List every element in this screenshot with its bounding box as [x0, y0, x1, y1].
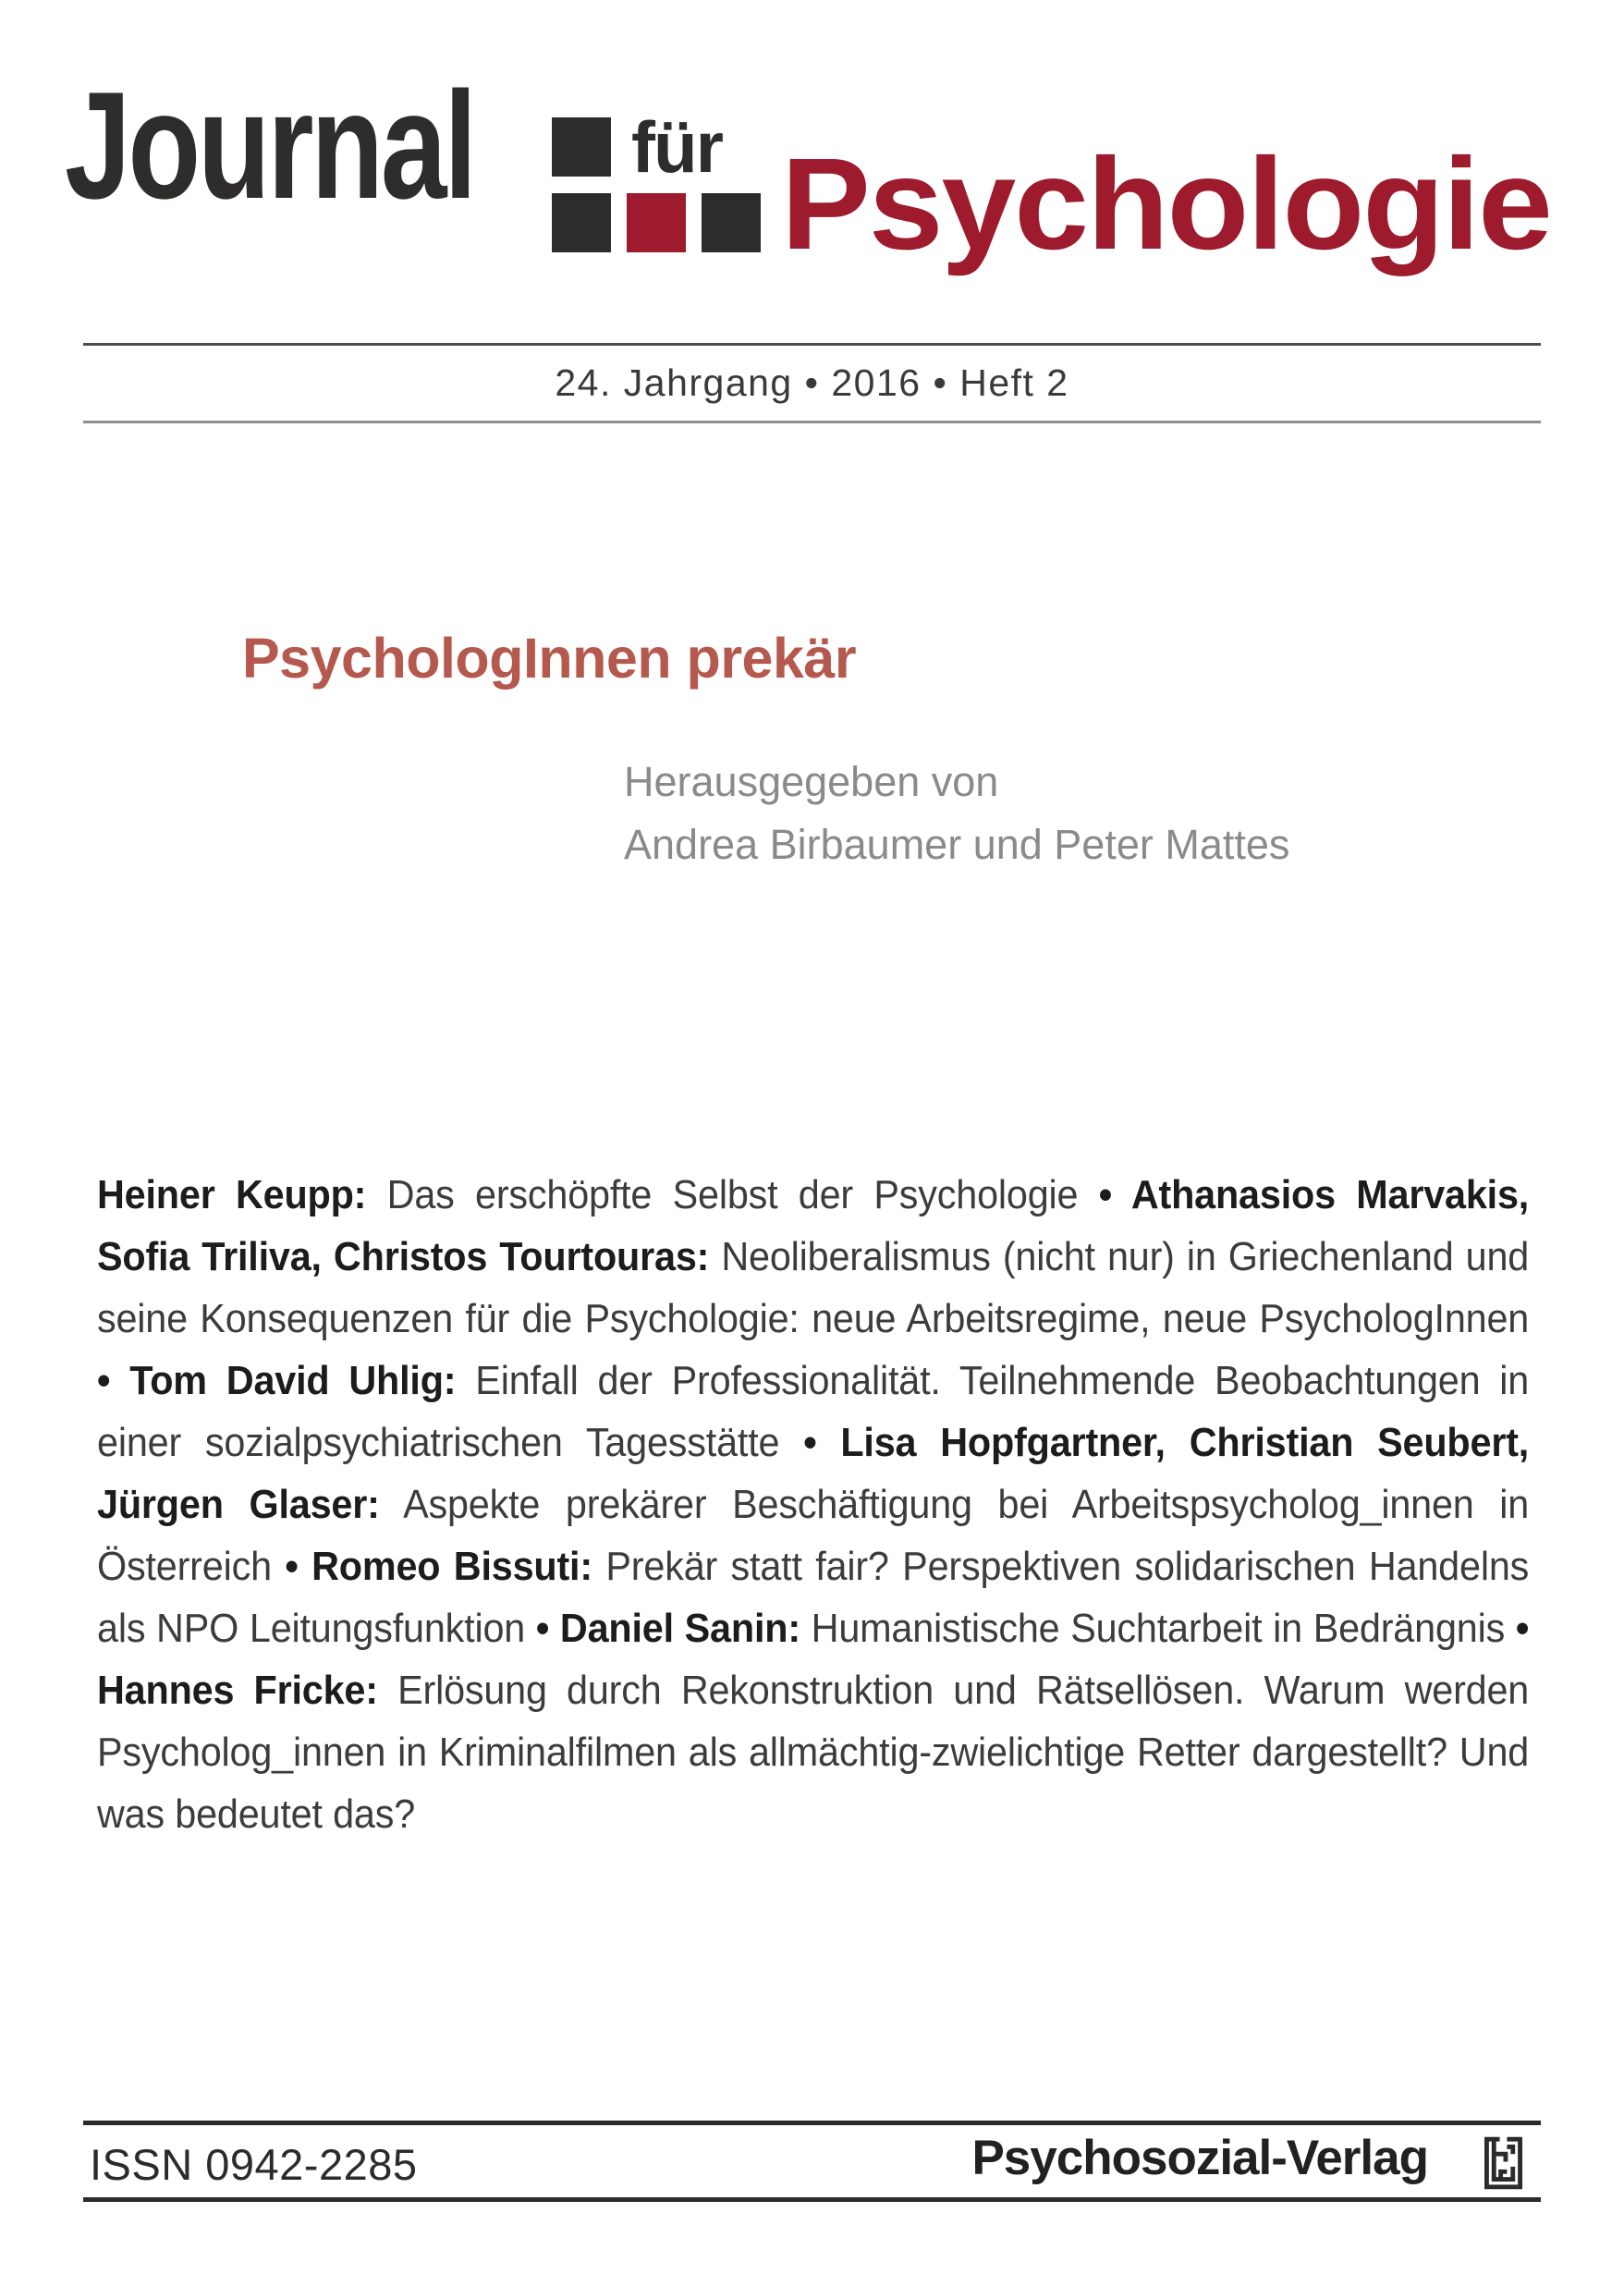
- logo-word-fuer: für: [631, 106, 722, 188]
- issn-number: ISSN 0942-2285: [90, 2140, 418, 2189]
- publisher-name: Psychosozial-Verlag: [971, 2131, 1428, 2185]
- issue-bar-bottom-rule: [83, 421, 1541, 423]
- contents-paragraph: Heiner Keupp: Das erschöpfte Selbst der Psychologie • Athanasios Marvakis, Sofia Triliva, Christos Tourtouras: Neoliberalismus (nicht nur) in Griechenland und seine Konsequenzen für die Psychologie: neue Arbeitsregime, neue PsychologInnen • Tom David Uhlig: Einfall der Professionalität. Teilnehmende Beobachtungen in einer sozialpsychiatrischen Tagesstätte • Lisa Hopfgartner, Christian Seubert, Jürgen Glaser: Aspekte prekärer Beschäftigung bei Arbeitspsycholog_innen in Österreich • Romeo Bissuti: Prekär statt fair? Perspektiven solidarischen Handelns als NPO Leitungsfunktion • Daniel Sanin: Humanistische Suchtarbeit in Bedrängnis • Hannes Fricke: Erlösung durch Rekonstruktion und Rätsellösen. Warum werden Psycholog_innen in Kriminalfilmen als allmächtig-zwielichtige Retter dargestellt? Und was bedeutet das?: [97, 1172, 1530, 1837]
- footer-bottom-rule: [83, 2197, 1541, 2202]
- issue-bar-top-rule: [83, 343, 1541, 346]
- logo-word-journal: Journal: [65, 60, 475, 230]
- issue-info: 24. Jahrgang • 2016 • Heft 2: [555, 361, 1069, 404]
- logo-square-icon: [702, 193, 761, 252]
- editors-block: [624, 751, 1289, 876]
- logo-square-red-icon: [627, 193, 686, 252]
- cover-title: PsychologInnen prekär: [242, 627, 857, 690]
- edited-by-label: Herausgegeben von: [624, 758, 999, 805]
- logo-word-psychologie: Psychologie: [781, 130, 1551, 276]
- publisher-maze-logo-icon: [1484, 2136, 1522, 2190]
- footer-top-rule: [83, 2121, 1541, 2125]
- logo-square-icon: [552, 193, 611, 252]
- editors-names: Andrea Birbaumer und Peter Mattes: [624, 821, 1290, 868]
- logo-square-icon: [552, 117, 611, 177]
